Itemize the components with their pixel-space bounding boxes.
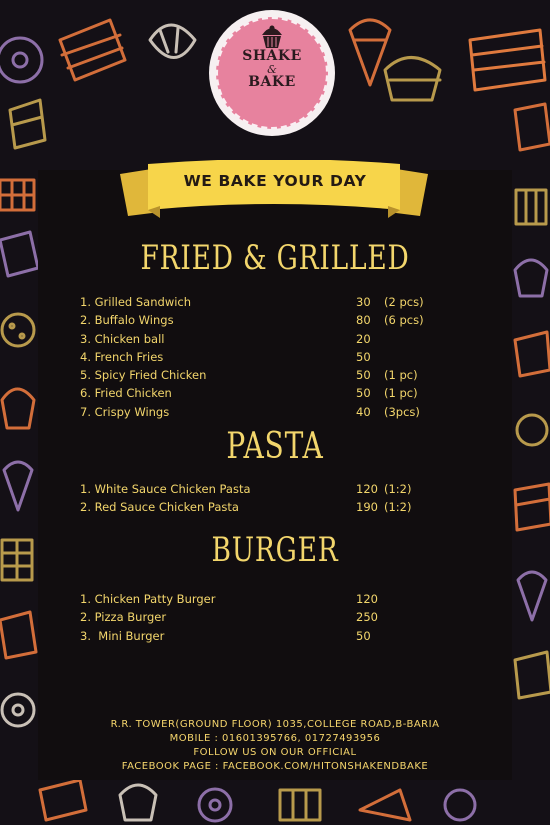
- item-price: 80: [356, 313, 371, 328]
- layer-cake-icon: [470, 30, 545, 90]
- item-price: 190: [356, 500, 378, 515]
- logo-word-bake: BAKE: [248, 74, 296, 90]
- item-name: 3. Mini Burger: [80, 628, 165, 643]
- logo-ampersand: &: [267, 63, 277, 76]
- cake-slice-icon-2: [0, 232, 38, 276]
- footer-facebook: FACEBOOK PAGE : FACEBOOK.COM/HITONSHAKENDBAKE: [121, 761, 429, 772]
- item-name: 2. Red Sauce Chicken Pasta: [80, 500, 239, 515]
- cupcake-icon-3: [120, 785, 156, 820]
- item-price: 120: [356, 592, 378, 606]
- ice-cream-icon-2: [4, 462, 32, 510]
- donut-icon: [0, 38, 42, 82]
- item-name: 2. Pizza Burger: [80, 610, 167, 625]
- waffle-icon: [0, 180, 34, 210]
- cupcake-icon-2: [515, 260, 547, 296]
- item-name: 3. Chicken ball: [80, 331, 165, 346]
- contact-footer: [38, 718, 512, 774]
- logo-word-shake: SHAKE: [242, 48, 302, 64]
- item-price: 250: [356, 610, 378, 625]
- item-name: 6. Fried Chicken: [80, 386, 172, 401]
- section-title-burger: BURGER: [211, 530, 339, 570]
- waffle-icon-3: [280, 790, 320, 820]
- item-quantity: (2 pcs): [384, 295, 424, 309]
- cupcake-icon: [385, 58, 440, 101]
- waffle-icon-2: [516, 190, 546, 224]
- logo-badge: [216, 17, 328, 129]
- item-name: 4. French Fries: [80, 349, 164, 364]
- cake-slice-icon-5: [515, 652, 550, 698]
- section-title-fried-grilled: FRIED & GRILLED: [140, 238, 410, 278]
- shake-and-bake-logo: [209, 10, 335, 136]
- muffin-icon: [2, 389, 34, 428]
- item-name: 2. Buffalo Wings: [80, 313, 174, 328]
- layer-cake-icon-2: [515, 484, 550, 530]
- donut-icon-3: [199, 789, 231, 821]
- item-name: 1. Grilled Sandwich: [80, 295, 192, 309]
- item-price: 50: [356, 368, 371, 383]
- pie-icon: [10, 100, 45, 148]
- item-name: 1. White Sauce Chicken Pasta: [80, 482, 251, 496]
- item-quantity: (1 pc): [384, 386, 418, 401]
- cookie-icon: [2, 314, 34, 346]
- pie-icon-2: [515, 332, 550, 376]
- item-quantity: (3pcs): [384, 404, 420, 419]
- chocolate-bar-icon: [2, 540, 32, 580]
- item-price: 30: [356, 295, 371, 309]
- item-name: 7. Crispy Wings: [80, 404, 170, 419]
- item-price: 50: [356, 349, 371, 364]
- item-quantity: (6 pcs): [384, 313, 424, 328]
- donut-icon-2: [2, 694, 34, 726]
- item-quantity: (1 pc): [384, 368, 418, 383]
- item-name: 5. Spicy Fried Chicken: [80, 368, 207, 383]
- item-name: 1. Chicken Patty Burger: [80, 592, 216, 606]
- item-quantity: (1:2): [384, 482, 412, 496]
- cookie-icon-2: [517, 415, 547, 445]
- item-price: 20: [356, 331, 371, 346]
- item-price: 120: [356, 482, 378, 496]
- item-price: 50: [356, 386, 371, 401]
- footer-mobile: MOBILE : 01601395766, 01727493956: [169, 733, 381, 744]
- item-price: 50: [356, 628, 371, 643]
- footer-address: R.R. TOWER(GROUND FLOOR) 1035,COLLEGE ROAD,B-BARIA: [110, 719, 440, 730]
- footer-follow: FOLLOW US ON OUR OFFICIAL: [193, 747, 357, 758]
- pie-icon-3: [360, 790, 410, 820]
- cake-slice-icon-3: [0, 612, 36, 658]
- tagline: WE BAKE YOUR DAY: [183, 172, 367, 190]
- cookie-icon-3: [445, 790, 475, 820]
- cake-slice-icon-6: [40, 780, 86, 820]
- item-price: 40: [356, 404, 371, 419]
- ice-cream-icon: [350, 20, 390, 85]
- croissant-icon: [150, 25, 195, 58]
- cake-slice-icon: [60, 20, 125, 80]
- ice-cream-icon-3: [518, 572, 546, 620]
- section-title-pasta: PASTA: [226, 426, 324, 467]
- cupcake-icon: [258, 25, 286, 49]
- item-quantity: (1:2): [384, 500, 412, 515]
- cake-slice-icon-4: [515, 104, 550, 150]
